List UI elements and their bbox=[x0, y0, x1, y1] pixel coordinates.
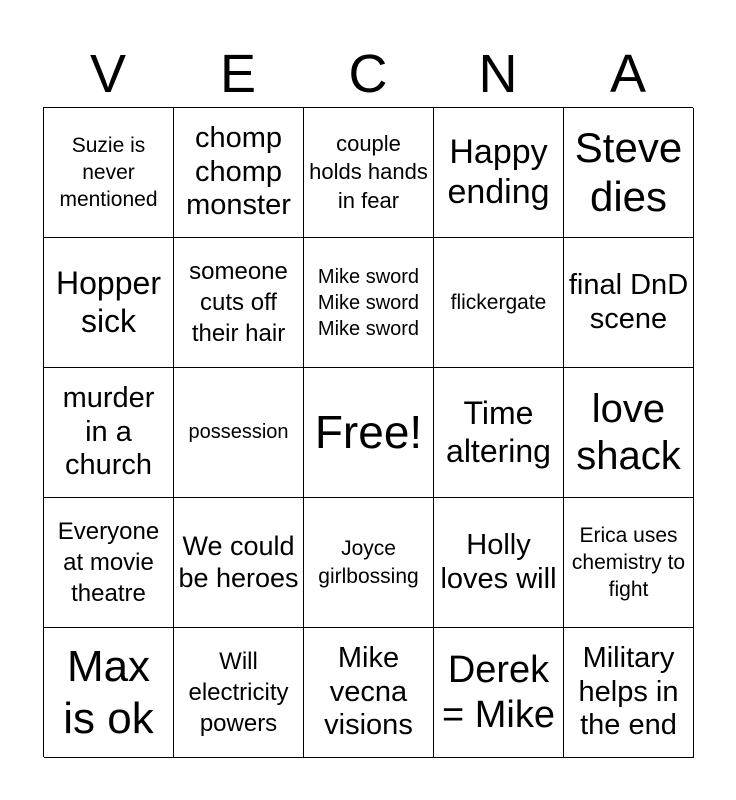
cell-text: someone cuts off their hair bbox=[189, 257, 288, 348]
cell-text: chomp chomp monster bbox=[186, 122, 291, 222]
bingo-cell[interactable] bbox=[304, 238, 434, 368]
bingo-board bbox=[43, 107, 693, 757]
cell-text: Max is ok bbox=[63, 642, 154, 743]
bingo-cell[interactable] bbox=[304, 108, 434, 238]
header-letter-a: A bbox=[609, 44, 647, 104]
cell-text: Holly loves will bbox=[440, 528, 557, 595]
bingo-cell[interactable] bbox=[44, 628, 174, 758]
bingo-cell[interactable] bbox=[174, 628, 304, 758]
cell-text: Hopper sick bbox=[56, 265, 161, 339]
cell-text: murder in a church bbox=[62, 382, 155, 482]
bingo-header bbox=[43, 40, 693, 108]
cell-text: Steve dies bbox=[574, 123, 683, 220]
header-letter-e: E bbox=[219, 44, 257, 104]
bingo-cell[interactable] bbox=[304, 368, 434, 498]
cell-text: possession bbox=[188, 421, 289, 444]
cell-text: final DnD scene bbox=[568, 268, 689, 335]
header-letter-c: C bbox=[348, 44, 388, 104]
bingo-cell[interactable] bbox=[44, 368, 174, 498]
cell-text: Suzie is never mentioned bbox=[59, 133, 158, 212]
bingo-cell[interactable] bbox=[564, 368, 694, 498]
bingo-cell[interactable] bbox=[304, 628, 434, 758]
cell-text: love shack bbox=[576, 387, 681, 478]
cell-text: flickergate bbox=[450, 290, 547, 314]
bingo-cell[interactable] bbox=[434, 108, 564, 238]
bingo-cell[interactable] bbox=[564, 238, 694, 368]
bingo-cell[interactable] bbox=[44, 108, 174, 238]
header-letter-n: N bbox=[478, 44, 518, 104]
cell-text: Mike sword Mike sword Mike sword bbox=[317, 265, 420, 340]
cell-text: Mike vecna visions bbox=[324, 642, 413, 742]
bingo-cell[interactable] bbox=[434, 498, 564, 628]
cell-text: Everyone at movie theatre bbox=[57, 517, 160, 608]
bingo-cell[interactable] bbox=[44, 498, 174, 628]
bingo-cell[interactable] bbox=[174, 108, 304, 238]
header-letter-v: V bbox=[89, 44, 127, 104]
cell-text: Happy ending bbox=[447, 133, 550, 211]
cell-text: We could be heroes bbox=[178, 531, 299, 593]
bingo-cell[interactable] bbox=[174, 238, 304, 368]
bingo-cell[interactable] bbox=[304, 498, 434, 628]
cell-text: Free! bbox=[314, 405, 423, 458]
cell-text: Derek = Mike bbox=[442, 649, 555, 736]
bingo-cell[interactable] bbox=[434, 368, 564, 498]
cell-text: Joyce girlbossing bbox=[318, 537, 419, 588]
bingo-cell[interactable] bbox=[434, 238, 564, 368]
cell-text: couple holds hands in fear bbox=[309, 130, 428, 213]
bingo-cell[interactable] bbox=[44, 238, 174, 368]
bingo-cell[interactable] bbox=[564, 498, 694, 628]
bingo-cell[interactable] bbox=[434, 628, 564, 758]
cell-text: Time altering bbox=[446, 395, 551, 469]
bingo-cell[interactable] bbox=[564, 628, 694, 758]
cell-text: Erica uses chemistry to fight bbox=[571, 523, 686, 602]
cell-text: Military helps in the end bbox=[578, 642, 679, 742]
cell-text: Will electricity powers bbox=[188, 647, 289, 738]
bingo-cell[interactable] bbox=[564, 108, 694, 238]
bingo-cell[interactable] bbox=[174, 498, 304, 628]
bingo-cell[interactable] bbox=[174, 368, 304, 498]
